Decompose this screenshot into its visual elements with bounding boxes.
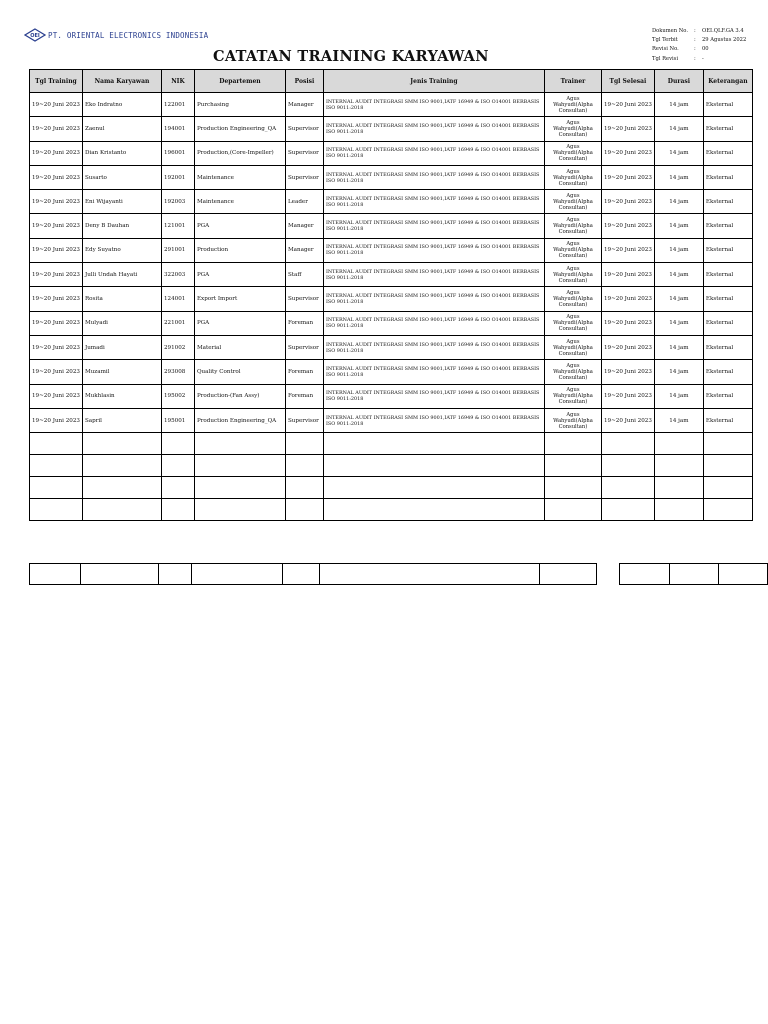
table-row <box>30 263 753 287</box>
empty-cell <box>285 477 323 499</box>
cell-keterangan: Eksternal <box>703 117 752 141</box>
cell-nama-karyawan: Muzamil <box>82 360 161 384</box>
table-row <box>30 335 753 359</box>
empty-cell <box>30 477 83 499</box>
empty-cell <box>703 455 752 477</box>
table-row <box>30 93 753 117</box>
cell-durasi: 14 jam <box>654 238 703 262</box>
cell-tgl-training: 19~20 Juni 2023 <box>30 335 83 359</box>
cell-jenis-training: INTERNAL AUDIT INTEGRASI SMM ISO 9001,IATF 16949 & ISO O14001 BERBASIS ISO 9011:2018 <box>323 311 544 335</box>
empty-cell <box>654 499 703 521</box>
cell-posisi: Supervisor <box>285 165 323 189</box>
cell-nama-karyawan: Deny B Dauhan <box>82 214 161 238</box>
cell-tgl-training: 19~20 Juni 2023 <box>30 214 83 238</box>
document-info <box>652 27 746 64</box>
cell-keterangan: Eksternal <box>703 408 752 432</box>
cell-tgl-selesai: 19~20 Juni 2023 <box>601 165 654 189</box>
col-header: Departemen <box>194 70 285 93</box>
cell-nama-karyawan: Mulyadi <box>82 311 161 335</box>
cell-tgl-training: 19~20 Juni 2023 <box>30 117 83 141</box>
footer-gap <box>596 564 619 585</box>
cell-posisi: Supervisor <box>285 335 323 359</box>
company-name: PT. ORIENTAL ELECTRONICS INDONESIA <box>48 30 209 40</box>
cell-jenis-training: INTERNAL AUDIT INTEGRASI SMM ISO 9001,IATF 16949 & ISO O14001 BERBASIS ISO 9011:2018 <box>323 360 544 384</box>
footer-cell <box>719 564 768 585</box>
col-header: Nama Karyawan <box>82 70 161 93</box>
empty-cell <box>82 499 161 521</box>
empty-cell <box>161 455 194 477</box>
cell-tgl-selesai: 19~20 Juni 2023 <box>601 238 654 262</box>
cell-tgl-selesai: 19~20 Juni 2023 <box>601 360 654 384</box>
cell-tgl-training: 19~20 Juni 2023 <box>30 263 83 287</box>
docinfo-key: Revisi No. <box>652 46 679 53</box>
empty-cell <box>601 455 654 477</box>
cell-departemen: Export Import <box>194 287 285 311</box>
cell-nama-karyawan: Eni Wijayanti <box>82 190 161 214</box>
table-header-row <box>30 70 753 93</box>
cell-nik: 293008 <box>161 360 194 384</box>
page-title: CATATAN TRAINING KARYAWAN <box>213 48 489 65</box>
empty-row <box>30 455 753 477</box>
cell-keterangan: Eksternal <box>703 214 752 238</box>
empty-cell <box>703 433 752 455</box>
cell-nik: 291001 <box>161 238 194 262</box>
empty-cell <box>194 433 285 455</box>
docinfo-key: Tgl Revisi <box>652 55 678 62</box>
cell-jenis-training: INTERNAL AUDIT INTEGRASI SMM ISO 9001,IATF 16949 & ISO O14001 BERBASIS ISO 9011:2018 <box>323 190 544 214</box>
empty-cell <box>82 433 161 455</box>
cell-durasi: 14 jam <box>654 141 703 165</box>
table-row <box>30 165 753 189</box>
empty-cell <box>161 499 194 521</box>
cell-trainer: Agus Wahyudi(Alpha Consultan) <box>544 117 601 141</box>
cell-keterangan: Eksternal <box>703 287 752 311</box>
cell-tgl-training: 19~20 Juni 2023 <box>30 360 83 384</box>
cell-posisi: Supervisor <box>285 141 323 165</box>
cell-nik: 124001 <box>161 287 194 311</box>
docinfo-row: Tgl Revisi : - <box>652 55 746 64</box>
cell-departemen: PGA <box>194 263 285 287</box>
col-header: Tgl Selesai <box>601 70 654 93</box>
cell-tgl-selesai: 19~20 Juni 2023 <box>601 335 654 359</box>
docinfo-key: Tgl Terbit <box>652 37 678 44</box>
cell-jenis-training: INTERNAL AUDIT INTEGRASI SMM ISO 9001,IATF 16949 & ISO O14001 BERBASIS ISO 9011:2018 <box>323 263 544 287</box>
company-logo <box>24 28 208 42</box>
cell-nik: 196001 <box>161 141 194 165</box>
footer-row <box>30 564 768 585</box>
cell-posisi: Supervisor <box>285 287 323 311</box>
empty-cell <box>601 433 654 455</box>
cell-departemen: Production,(Core-Impeller) <box>194 141 285 165</box>
footer-cell <box>30 564 81 585</box>
cell-trainer: Agus Wahyudi(Alpha Consultan) <box>544 238 601 262</box>
empty-cell <box>30 499 83 521</box>
col-header: Posisi <box>285 70 323 93</box>
cell-durasi: 14 jam <box>654 190 703 214</box>
cell-keterangan: Eksternal <box>703 93 752 117</box>
cell-jenis-training: INTERNAL AUDIT INTEGRASI SMM ISO 9001,IATF 16949 & ISO O14001 BERBASIS ISO 9011:2018 <box>323 117 544 141</box>
empty-cell <box>323 433 544 455</box>
col-header: Keterangan <box>703 70 752 93</box>
empty-cell <box>30 433 83 455</box>
cell-tgl-selesai: 19~20 Juni 2023 <box>601 263 654 287</box>
empty-cell <box>161 477 194 499</box>
empty-cell <box>544 477 601 499</box>
cell-durasi: 14 jam <box>654 408 703 432</box>
cell-durasi: 14 jam <box>654 214 703 238</box>
cell-durasi: 14 jam <box>654 165 703 189</box>
cell-nama-karyawan: Dian Kristanto <box>82 141 161 165</box>
cell-departemen: PGA <box>194 311 285 335</box>
cell-posisi: Leader <box>285 190 323 214</box>
cell-nik: 195001 <box>161 408 194 432</box>
cell-jenis-training: INTERNAL AUDIT INTEGRASI SMM ISO 9001,IATF 16949 & ISO O14001 BERBASIS ISO 9011:2018 <box>323 384 544 408</box>
cell-keterangan: Eksternal <box>703 165 752 189</box>
cell-nik: 121001 <box>161 214 194 238</box>
table-row <box>30 141 753 165</box>
cell-durasi: 14 jam <box>654 360 703 384</box>
cell-tgl-selesai: 19~20 Juni 2023 <box>601 408 654 432</box>
cell-nama-karyawan: Edy Suyatno <box>82 238 161 262</box>
cell-tgl-selesai: 19~20 Juni 2023 <box>601 287 654 311</box>
cell-tgl-selesai: 19~20 Juni 2023 <box>601 311 654 335</box>
cell-nik: 192001 <box>161 165 194 189</box>
cell-trainer: Agus Wahyudi(Alpha Consultan) <box>544 165 601 189</box>
cell-nama-karyawan: Zaenul <box>82 117 161 141</box>
cell-trainer: Agus Wahyudi(Alpha Consultan) <box>544 263 601 287</box>
cell-tgl-training: 19~20 Juni 2023 <box>30 408 83 432</box>
cell-keterangan: Eksternal <box>703 238 752 262</box>
docinfo-value: - <box>702 55 704 62</box>
cell-jenis-training: INTERNAL AUDIT INTEGRASI SMM ISO 9001,IATF 16949 & ISO O14001 BERBASIS ISO 9011:2018 <box>323 93 544 117</box>
footer-cell <box>670 564 719 585</box>
cell-jenis-training: INTERNAL AUDIT INTEGRASI SMM ISO 9001,IATF 16949 & ISO O14001 BERBASIS ISO 9011:2018 <box>323 238 544 262</box>
cell-durasi: 14 jam <box>654 117 703 141</box>
empty-cell <box>323 455 544 477</box>
cell-trainer: Agus Wahyudi(Alpha Consultan) <box>544 93 601 117</box>
col-header: Tgl Training <box>30 70 83 93</box>
cell-durasi: 14 jam <box>654 311 703 335</box>
footer-table <box>29 563 768 585</box>
cell-posisi: Foreman <box>285 384 323 408</box>
empty-cell <box>285 455 323 477</box>
cell-departemen: PGA <box>194 214 285 238</box>
empty-cell <box>654 477 703 499</box>
col-header: Jenis Training <box>323 70 544 93</box>
cell-durasi: 14 jam <box>654 263 703 287</box>
cell-jenis-training: INTERNAL AUDIT INTEGRASI SMM ISO 9001,IATF 16949 & ISO O14001 BERBASIS ISO 9011:2018 <box>323 214 544 238</box>
cell-posisi: Manager <box>285 93 323 117</box>
cell-tgl-training: 19~20 Juni 2023 <box>30 311 83 335</box>
cell-tgl-selesai: 19~20 Juni 2023 <box>601 141 654 165</box>
cell-keterangan: Eksternal <box>703 141 752 165</box>
cell-nik: 194001 <box>161 117 194 141</box>
cell-tgl-selesai: 19~20 Juni 2023 <box>601 117 654 141</box>
cell-nama-karyawan: Jumadi <box>82 335 161 359</box>
empty-cell <box>194 499 285 521</box>
cell-jenis-training: INTERNAL AUDIT INTEGRASI SMM ISO 9001,IATF 16949 & ISO O14001 BERBASIS ISO 9011:2018 <box>323 287 544 311</box>
empty-cell <box>601 477 654 499</box>
cell-jenis-training: INTERNAL AUDIT INTEGRASI SMM ISO 9001,IATF 16949 & ISO O14001 BERBASIS ISO 9011:2018 <box>323 165 544 189</box>
cell-tgl-selesai: 19~20 Juni 2023 <box>601 214 654 238</box>
cell-posisi: Foreman <box>285 311 323 335</box>
cell-departemen: Maintenance <box>194 190 285 214</box>
empty-row <box>30 433 753 455</box>
docinfo-value: 29 Agustus 2022 <box>702 37 747 44</box>
table-row <box>30 311 753 335</box>
cell-trainer: Agus Wahyudi(Alpha Consultan) <box>544 384 601 408</box>
empty-cell <box>544 433 601 455</box>
empty-cell <box>82 455 161 477</box>
cell-jenis-training: INTERNAL AUDIT INTEGRASI SMM ISO 9001,IATF 16949 & ISO O14001 BERBASIS ISO 9011:2018 <box>323 141 544 165</box>
empty-cell <box>285 499 323 521</box>
table-row <box>30 287 753 311</box>
cell-durasi: 14 jam <box>654 287 703 311</box>
table-row <box>30 190 753 214</box>
cell-nik: 291002 <box>161 335 194 359</box>
cell-keterangan: Eksternal <box>703 190 752 214</box>
cell-tgl-selesai: 19~20 Juni 2023 <box>601 190 654 214</box>
empty-cell <box>654 455 703 477</box>
cell-tgl-selesai: 19~20 Juni 2023 <box>601 384 654 408</box>
cell-nama-karyawan: Rosita <box>82 287 161 311</box>
cell-posisi: Foreman <box>285 360 323 384</box>
cell-nama-karyawan: Eko Indratno <box>82 93 161 117</box>
cell-trainer: Agus Wahyudi(Alpha Consultan) <box>544 190 601 214</box>
cell-nama-karyawan: Susarto <box>82 165 161 189</box>
emblem-text: OEI <box>30 33 40 39</box>
cell-trainer: Agus Wahyudi(Alpha Consultan) <box>544 214 601 238</box>
cell-nik: 192003 <box>161 190 194 214</box>
cell-keterangan: Eksternal <box>703 311 752 335</box>
cell-durasi: 14 jam <box>654 335 703 359</box>
footer-cell <box>80 564 159 585</box>
cell-nik: 322003 <box>161 263 194 287</box>
cell-departemen: Production-(Fan Assy) <box>194 384 285 408</box>
footer-cell <box>282 564 320 585</box>
cell-trainer: Agus Wahyudi(Alpha Consultan) <box>544 141 601 165</box>
empty-cell <box>544 455 601 477</box>
empty-cell <box>194 455 285 477</box>
cell-keterangan: Eksternal <box>703 335 752 359</box>
docinfo-value: 00 <box>702 46 709 53</box>
table-row <box>30 214 753 238</box>
cell-nik: 221001 <box>161 311 194 335</box>
table-row <box>30 238 753 262</box>
cell-jenis-training: INTERNAL AUDIT INTEGRASI SMM ISO 9001,IATF 16949 & ISO O14001 BERBASIS ISO 9011:2018 <box>323 408 544 432</box>
col-header: Trainer <box>544 70 601 93</box>
empty-cell <box>285 433 323 455</box>
cell-nama-karyawan: Mukhlasin <box>82 384 161 408</box>
cell-trainer: Agus Wahyudi(Alpha Consultan) <box>544 287 601 311</box>
cell-tgl-training: 19~20 Juni 2023 <box>30 190 83 214</box>
cell-departemen: Production Engineering_QA <box>194 117 285 141</box>
company-emblem-icon <box>24 28 46 42</box>
cell-keterangan: Eksternal <box>703 384 752 408</box>
cell-durasi: 14 jam <box>654 384 703 408</box>
empty-cell <box>703 477 752 499</box>
cell-departemen: Production <box>194 238 285 262</box>
cell-departemen: Material <box>194 335 285 359</box>
empty-cell <box>30 455 83 477</box>
empty-row <box>30 499 753 521</box>
cell-posisi: Supervisor <box>285 117 323 141</box>
cell-tgl-training: 19~20 Juni 2023 <box>30 93 83 117</box>
cell-departemen: Maintenance <box>194 165 285 189</box>
footer-cell <box>159 564 192 585</box>
cell-departemen: Quality Control <box>194 360 285 384</box>
training-table <box>29 69 753 521</box>
cell-nama-karyawan: Julli Undah Hayati <box>82 263 161 287</box>
cell-tgl-training: 19~20 Juni 2023 <box>30 165 83 189</box>
docinfo-key: Dokumen No. <box>652 28 688 34</box>
docinfo-row: Tgl Terbit : 29 Agustus 2022 <box>652 36 746 45</box>
docinfo-row: Revisi No. : 00 <box>652 45 746 54</box>
cell-keterangan: Eksternal <box>703 360 752 384</box>
footer-cell <box>320 564 540 585</box>
cell-posisi: Manager <box>285 238 323 262</box>
col-header: NIK <box>161 70 194 93</box>
docinfo-row: Dokumen No. : OEI.QLF.GA 3.4 <box>652 27 746 36</box>
empty-cell <box>82 477 161 499</box>
empty-cell <box>544 499 601 521</box>
cell-posisi: Manager <box>285 214 323 238</box>
cell-tgl-training: 19~20 Juni 2023 <box>30 384 83 408</box>
docinfo-value: OEI.QLF.GA 3.4 <box>702 28 744 34</box>
cell-posisi: Supervisor <box>285 408 323 432</box>
cell-nik: 122001 <box>161 93 194 117</box>
cell-posisi: Staff <box>285 263 323 287</box>
table-row <box>30 360 753 384</box>
footer-cell <box>540 564 597 585</box>
cell-departemen: Production Engineering_QA <box>194 408 285 432</box>
empty-row <box>30 477 753 499</box>
table-row <box>30 408 753 432</box>
cell-tgl-training: 19~20 Juni 2023 <box>30 141 83 165</box>
cell-durasi: 14 jam <box>654 93 703 117</box>
empty-cell <box>323 477 544 499</box>
empty-cell <box>323 499 544 521</box>
cell-nik: 195002 <box>161 384 194 408</box>
table-row <box>30 384 753 408</box>
cell-keterangan: Eksternal <box>703 263 752 287</box>
table-row <box>30 117 753 141</box>
cell-tgl-training: 19~20 Juni 2023 <box>30 287 83 311</box>
empty-cell <box>601 499 654 521</box>
empty-cell <box>194 477 285 499</box>
cell-trainer: Agus Wahyudi(Alpha Consultan) <box>544 311 601 335</box>
cell-trainer: Agus Wahyudi(Alpha Consultan) <box>544 335 601 359</box>
empty-cell <box>654 433 703 455</box>
cell-jenis-training: INTERNAL AUDIT INTEGRASI SMM ISO 9001,IATF 16949 & ISO O14001 BERBASIS ISO 9011:2018 <box>323 335 544 359</box>
cell-trainer: Agus Wahyudi(Alpha Consultan) <box>544 408 601 432</box>
cell-tgl-training: 19~20 Juni 2023 <box>30 238 83 262</box>
footer-cell <box>192 564 283 585</box>
footer-cell <box>619 564 670 585</box>
cell-nama-karyawan: Sapril <box>82 408 161 432</box>
cell-departemen: Purchasing <box>194 93 285 117</box>
cell-trainer: Agus Wahyudi(Alpha Consultan) <box>544 360 601 384</box>
cell-tgl-selesai: 19~20 Juni 2023 <box>601 93 654 117</box>
col-header: Durasi <box>654 70 703 93</box>
empty-cell <box>703 499 752 521</box>
empty-cell <box>161 433 194 455</box>
